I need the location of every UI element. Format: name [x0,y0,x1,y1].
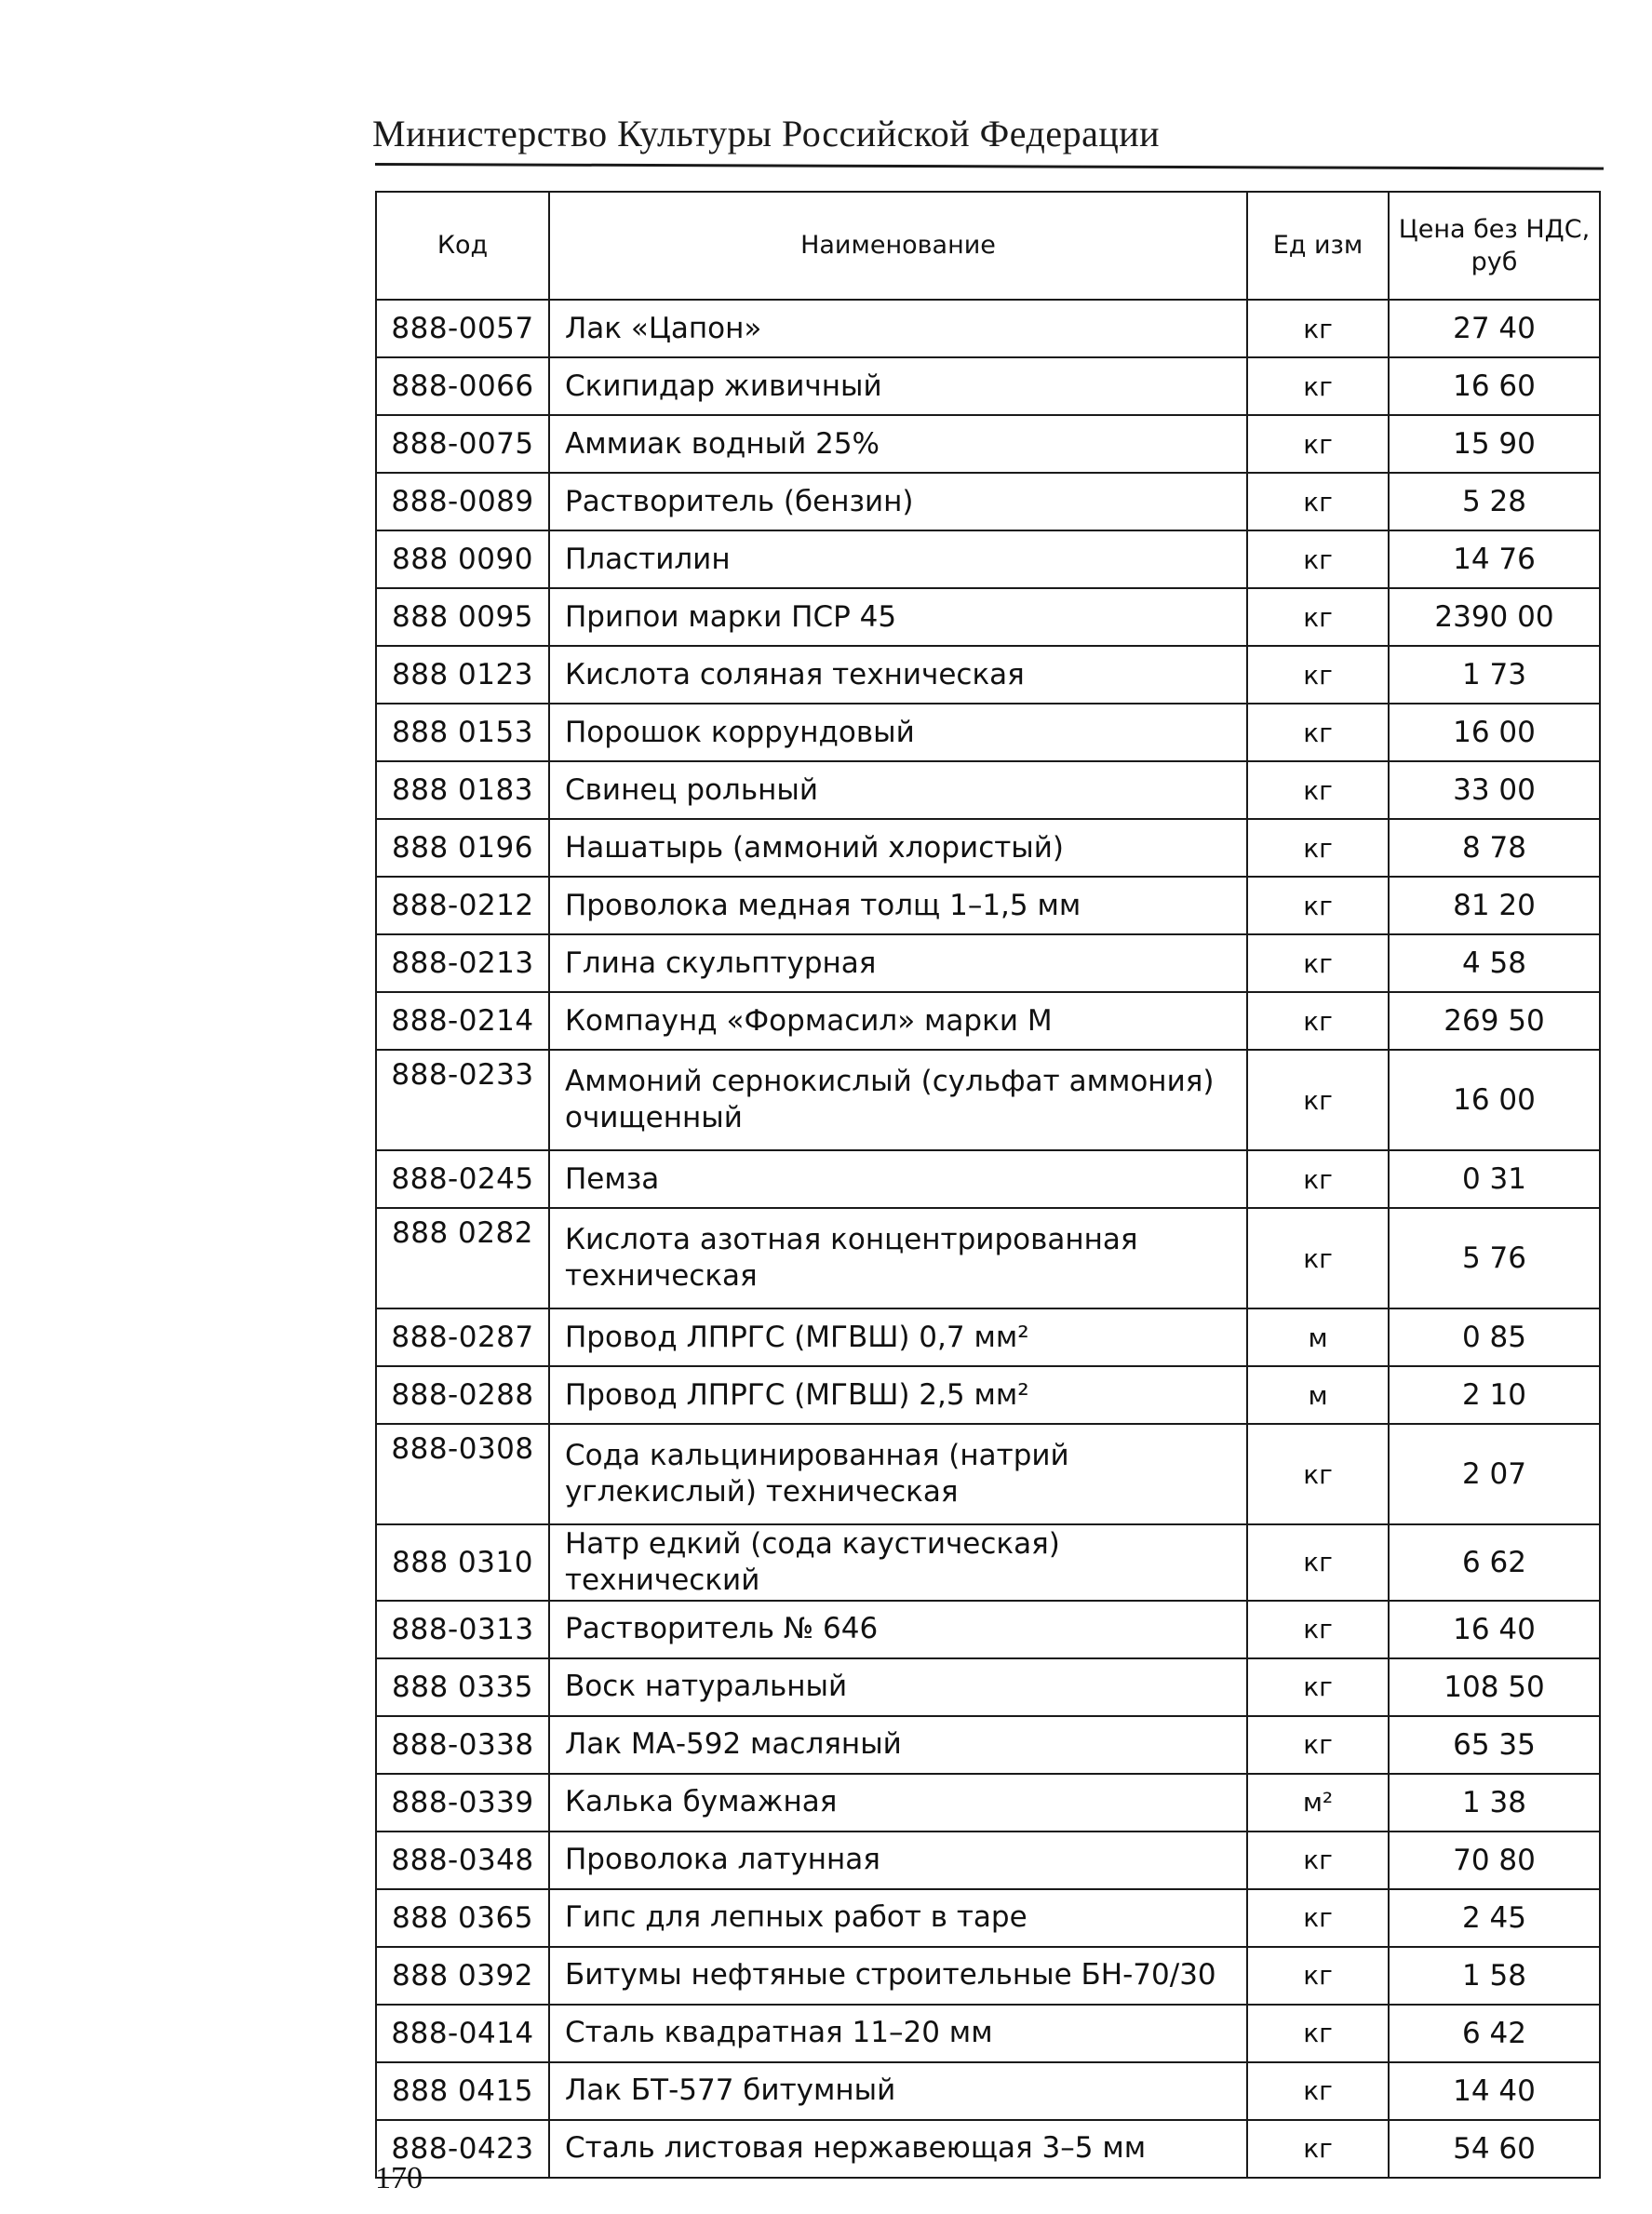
cell-code: 888 0365 [376,1889,549,1947]
cell-price: 8 78 [1389,819,1600,877]
cell-code: 888-0214 [376,992,549,1050]
cell-name: Пемза [549,1150,1247,1208]
cell-price: 16 00 [1389,1050,1600,1150]
cell-unit: кг [1247,357,1389,415]
cell-price: 4 58 [1389,934,1600,992]
cell-price: 33 00 [1389,761,1600,819]
table-row [376,1716,1600,1774]
cell-unit: м [1247,1308,1389,1366]
cell-unit: кг [1247,1716,1389,1774]
cell-code: 888-0212 [376,877,549,934]
page-header-title: Министерство Культуры Российской Федерации [372,113,1161,154]
cell-name: Воск натуральный [549,1658,1247,1716]
table-body [376,300,1600,2178]
cell-code: 888 0415 [376,2062,549,2120]
column-header-unit: Ед изм [1247,192,1389,300]
table-row [376,1889,1600,1947]
header-rule [375,163,1604,170]
cell-code: 888-0288 [376,1366,549,1424]
cell-price: 0 31 [1389,1150,1600,1208]
cell-unit: кг [1247,934,1389,992]
cell-price: 5 76 [1389,1208,1600,1308]
cell-code: 888-0423 [376,2120,549,2178]
cell-price: 1 38 [1389,1774,1600,1832]
column-header-name: Наименование [549,192,1247,300]
cell-name: Кислота соляная техническая [549,646,1247,704]
cell-code: 888-0287 [376,1308,549,1366]
table-row [376,704,1600,761]
cell-code: 888 0196 [376,819,549,877]
cell-name: Пластилин [549,530,1247,588]
cell-unit: кг [1247,1524,1389,1601]
cell-code: 888-0348 [376,1832,549,1889]
cell-price: 54 60 [1389,2120,1600,2178]
cell-unit: кг [1247,1947,1389,2005]
table-row [376,1424,1600,1524]
cell-name: Лак МА-592 масляный [549,1716,1247,1774]
cell-price: 5 28 [1389,473,1600,530]
cell-price: 65 35 [1389,1716,1600,1774]
cell-code: 888-0075 [376,415,549,473]
table-row [376,1832,1600,1889]
cell-unit: кг [1247,992,1389,1050]
cell-unit: м² [1247,1774,1389,1832]
cell-name: Растворитель № 646 [549,1601,1247,1658]
table-row [376,1366,1600,1424]
table-row [376,1658,1600,1716]
cell-unit: кг [1247,1601,1389,1658]
table-row [376,2005,1600,2062]
table-row [376,1050,1600,1150]
cell-code: 888 0282 [376,1208,549,1308]
cell-name: Проволока латунная [549,1832,1247,1889]
column-header-price: Цена без НДС, руб [1389,192,1600,300]
cell-name: Битумы нефтяные строительные БН-70/30 [549,1947,1247,2005]
cell-code: 888-0089 [376,473,549,530]
cell-unit: кг [1247,761,1389,819]
cell-price: 6 42 [1389,2005,1600,2062]
cell-unit: кг [1247,415,1389,473]
cell-price: 70 80 [1389,1832,1600,1889]
table-row [376,530,1600,588]
cell-code: 888-0339 [376,1774,549,1832]
column-header-code: Код [376,192,549,300]
cell-price: 2390 00 [1389,588,1600,646]
cell-code: 888-0338 [376,1716,549,1774]
cell-name: Гипс для лепных работ в таре [549,1889,1247,1947]
table-row [376,646,1600,704]
cell-code: 888 0310 [376,1524,549,1601]
table-row [376,761,1600,819]
table-row [376,1947,1600,2005]
cell-unit: кг [1247,877,1389,934]
table-row [376,819,1600,877]
cell-unit: кг [1247,473,1389,530]
cell-price: 2 10 [1389,1366,1600,1424]
table-row [376,1150,1600,1208]
cell-name: Сталь листовая нержавеющая 3–5 мм [549,2120,1247,2178]
table-row [376,1524,1600,1601]
cell-unit: кг [1247,704,1389,761]
cell-name: Сода кальцинированная (натрий углекислый) техническая [549,1424,1247,1524]
cell-name: Лак БТ-577 битумный [549,2062,1247,2120]
cell-name: Скипидар живичный [549,357,1247,415]
price-table [375,191,1601,2179]
cell-price: 2 07 [1389,1424,1600,1524]
table-row [376,588,1600,646]
cell-unit: кг [1247,2120,1389,2178]
cell-price: 2 45 [1389,1889,1600,1947]
cell-code: 888-0245 [376,1150,549,1208]
cell-code: 888 0183 [376,761,549,819]
cell-code: 888-0213 [376,934,549,992]
table-row [376,357,1600,415]
cell-unit: кг [1247,530,1389,588]
cell-code: 888-0414 [376,2005,549,2062]
cell-unit: кг [1247,1150,1389,1208]
table-row [376,1208,1600,1308]
cell-unit: кг [1247,1424,1389,1524]
table-row [376,2120,1600,2178]
cell-code: 888 0335 [376,1658,549,1716]
cell-unit: кг [1247,1050,1389,1150]
table-row [376,1774,1600,1832]
table-row [376,934,1600,992]
cell-price: 16 60 [1389,357,1600,415]
cell-name: Нашатырь (аммоний хлористый) [549,819,1247,877]
price-table-container [375,191,1599,2179]
table-row [376,877,1600,934]
cell-price: 16 40 [1389,1601,1600,1658]
cell-price: 1 73 [1389,646,1600,704]
cell-unit: кг [1247,819,1389,877]
cell-price: 0 85 [1389,1308,1600,1366]
table-header-row [376,192,1600,300]
cell-code: 888 0090 [376,530,549,588]
cell-code: 888-0313 [376,1601,549,1658]
table-row [376,473,1600,530]
table-row [376,300,1600,357]
cell-unit: кг [1247,1889,1389,1947]
cell-price: 1 58 [1389,1947,1600,2005]
cell-name: Натр едкий (сода каустическая) технический [549,1524,1247,1601]
cell-name: Проволока медная толщ 1–1,5 мм [549,877,1247,934]
cell-unit: кг [1247,1658,1389,1716]
cell-code: 888-0057 [376,300,549,357]
cell-code: 888-0066 [376,357,549,415]
cell-price: 14 40 [1389,2062,1600,2120]
cell-unit: кг [1247,1832,1389,1889]
cell-price: 108 50 [1389,1658,1600,1716]
cell-code: 888 0392 [376,1947,549,2005]
cell-name: Глина скульптурная [549,934,1247,992]
cell-unit: кг [1247,2062,1389,2120]
cell-name: Лак «Цапон» [549,300,1247,357]
cell-price: 14 76 [1389,530,1600,588]
cell-name: Провод ЛПРГС (МГВШ) 2,5 мм² [549,1366,1247,1424]
cell-code: 888-0308 [376,1424,549,1524]
cell-price: 27 40 [1389,300,1600,357]
table-row [376,415,1600,473]
cell-unit: кг [1247,1208,1389,1308]
cell-name: Припои марки ПСР 45 [549,588,1247,646]
cell-price: 6 62 [1389,1524,1600,1601]
cell-unit: кг [1247,300,1389,357]
cell-name: Кислота азотная концентрированная техническая [549,1208,1247,1308]
cell-name: Свинец рольный [549,761,1247,819]
cell-name: Сталь квадратная 11–20 мм [549,2005,1247,2062]
cell-price: 81 20 [1389,877,1600,934]
cell-code: 888-0233 [376,1050,549,1150]
cell-unit: кг [1247,2005,1389,2062]
cell-code: 888 0153 [376,704,549,761]
cell-name: Калька бумажная [549,1774,1247,1832]
cell-name: Провод ЛПРГС (МГВШ) 0,7 мм² [549,1308,1247,1366]
table-row [376,1601,1600,1658]
cell-price: 269 50 [1389,992,1600,1050]
cell-name: Порошок коррундовый [549,704,1247,761]
table-row [376,992,1600,1050]
cell-name: Аммоний сернокислый (сульфат аммония) очищенный [549,1050,1247,1150]
cell-name: Компаунд «Формасил» марки М [549,992,1247,1050]
cell-unit: м [1247,1366,1389,1424]
cell-code: 888 0123 [376,646,549,704]
table-row [376,1308,1600,1366]
cell-unit: кг [1247,646,1389,704]
cell-name: Аммиак водный 25% [549,415,1247,473]
cell-code: 888 0095 [376,588,549,646]
cell-unit: кг [1247,588,1389,646]
cell-price: 15 90 [1389,415,1600,473]
cell-price: 16 00 [1389,704,1600,761]
cell-name: Растворитель (бензин) [549,473,1247,530]
page-number: 170 [375,2161,423,2195]
table-row [376,2062,1600,2120]
